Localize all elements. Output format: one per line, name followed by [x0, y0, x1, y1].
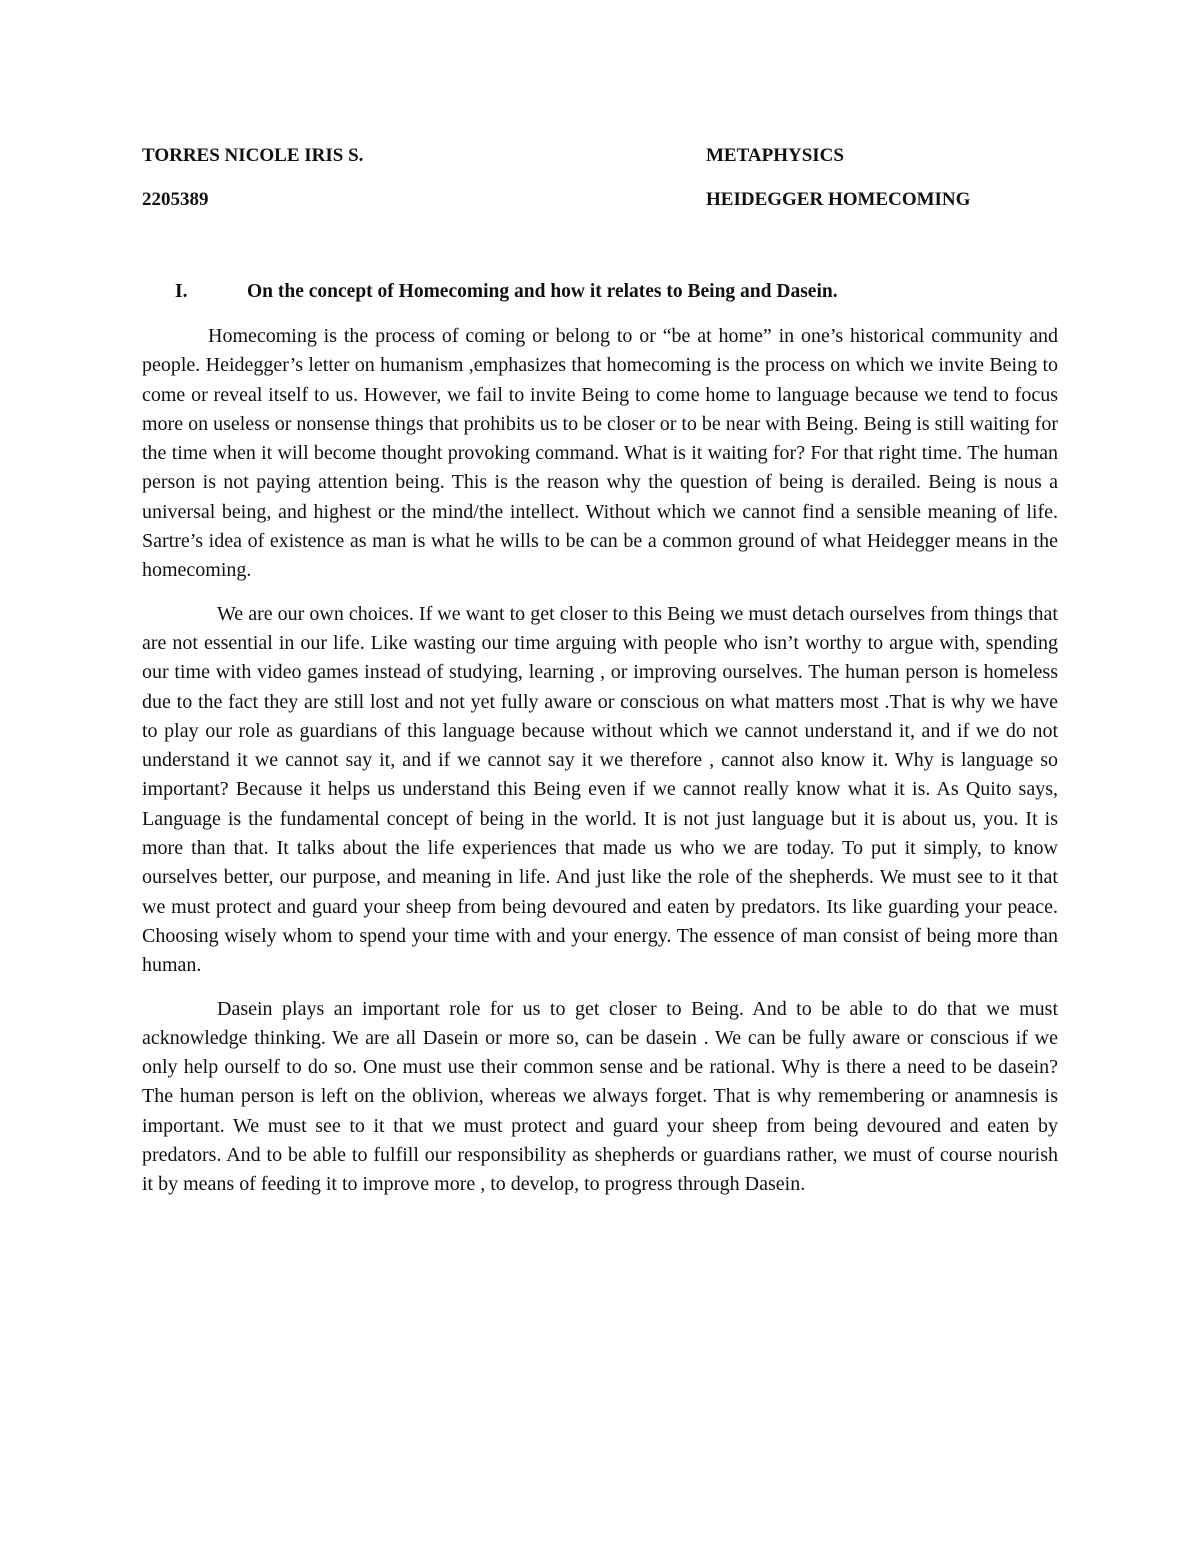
paragraph-2: We are our own choices. If we want to get closer to this Being we must detach ourselves from things that are not essential in our life. Like wasting our time arguing with people who isn’t worthy to argue with, spending our time with video games instead of studying, learning , or improving ourselves. The human person is homeless due to the fact they are still lost and not yet fully aware or conscious on what matters most .That is why we have to play our role as guardians of this language because without which we cannot understand it, and if we do not understand it we cannot say it, and if we cannot say it we therefore , cannot also know it. Why is language so important? Because it helps us understand this Being even if we cannot really know what it is. As Quito says, Language is the fundamental concept of being in the world. It is not just language but it is about us, you. It is more than that. It talks about the life experiences that made us who we are today. To put it simply, to know ourselves better, our purpose, and meaning in life. And just like the role of the shepherds. We must see to it that we must protect and guard your sheep from being devoured and eaten by predators. Its like guarding your peace. Choosing wisely whom to spend your time with and your energy. The essence of man consist of being more than human.: [142, 602, 1058, 977]
section-numeral: I.: [175, 281, 188, 302]
paragraph-1: Homecoming is the process of coming or belong to or “be at home” in one’s historical community and people. Heidegger’s letter on humanism ,emphasizes that homecoming is the process on which we invite Being to come or reveal itself to us. However, we fail to invite Being to come home to language because we tend to focus more on useless or nonsense things that prohibits us to be closer or to be near with Being. Being is still waiting for the time when it will become thought provoking command. What is it waiting for? For that right time. The human person is not paying attention being. This is the reason why the question of being is derailed. Being is nous a universal being, and highest or the mind/the intellect. Without which we cannot find a sensible meaning of life. Sartre’s idea of existence as man is what he wills to be can be a common ground of what Heidegger means in the homecoming.: [142, 325, 1058, 582]
student-name: TORRES NICOLE IRIS S.: [142, 145, 364, 166]
body-text: [142, 322, 1058, 1214]
topic: HEIDEGGER HOMECOMING: [706, 189, 971, 210]
section-title: On the concept of Homecoming and how it relates to Being and Dasein.: [247, 281, 838, 302]
paragraph-3: Dasein plays an important role for us to get closer to Being. And to be able to do that we must acknowledge thinking. We are all Dasein or more so, can be dasein . We can be fully aware or conscious if we only help ourself to do so. One must use their common sense and be rational. Why is there a need to be dasein? The human person is left on the oblivion, whereas we always forget. That is why remembering or anamnesis is important. We must see to it that we must protect and guard your sheep from being devoured and eaten by predators. And to be able to fulfill our responsibility as shepherds or guardians rather, we must of course nourish it by means of feeding it to improve more , to develop, to progress through Dasein.: [142, 997, 1058, 1196]
student-id: 2205389: [142, 189, 209, 210]
subject: METAPHYSICS: [706, 145, 844, 166]
